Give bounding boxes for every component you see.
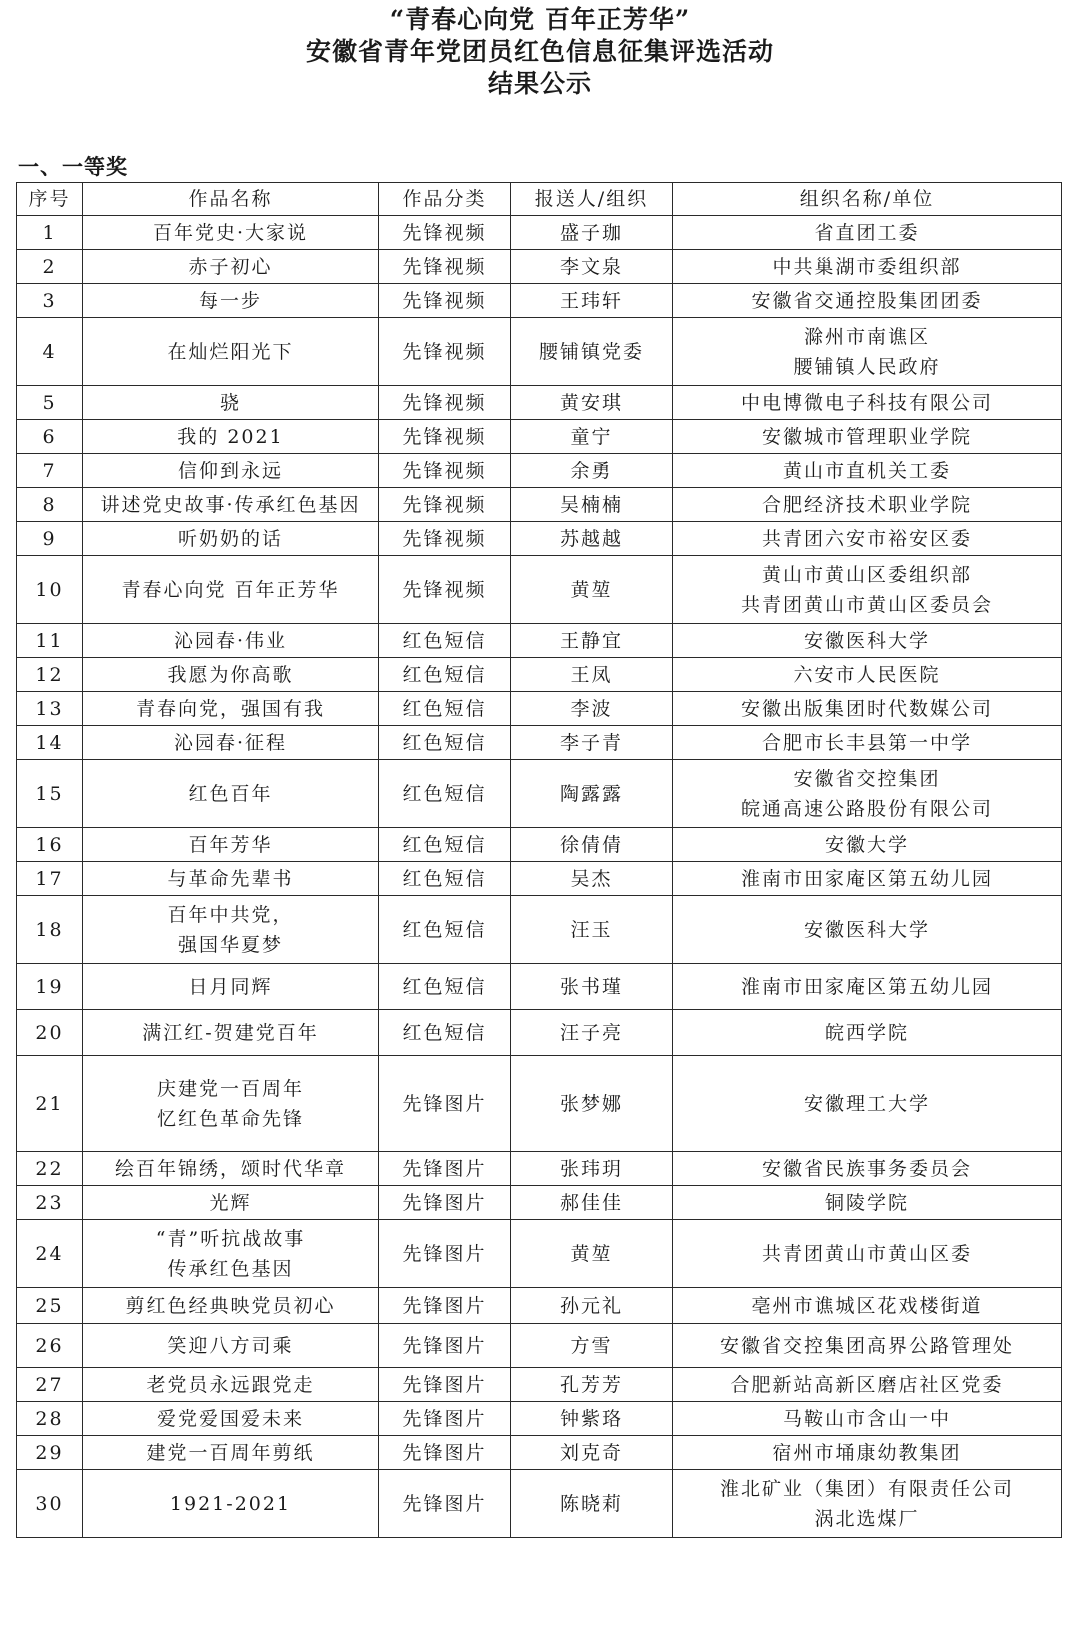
cell-name-line: 笑迎八方司乘 (167, 1334, 294, 1357)
cell-org-line: 合肥市长丰县第一中学 (761, 731, 972, 754)
cell-org-line: 滁州市南谯区 (803, 325, 930, 348)
table-row (17, 454, 1062, 488)
cell-category: 红色短信 (379, 624, 511, 658)
cell-no: 14 (17, 726, 83, 760)
cell-org-line: 黄山市直机关工委 (782, 459, 951, 482)
table-row (17, 624, 1062, 658)
cell-no: 17 (17, 862, 83, 896)
cell-category: 红色短信 (379, 658, 511, 692)
table-row (17, 1220, 1062, 1288)
cell-org-line: 皖通高速公路股份有限公司 (740, 797, 993, 820)
cell-name-line: 讲述党史故事·传承红色基因 (100, 493, 361, 516)
cell-no: 18 (17, 896, 83, 964)
cell-no: 15 (17, 760, 83, 828)
table-row (17, 760, 1062, 828)
cell-name-line: 红色百年 (188, 782, 273, 805)
cell-name-line: 光辉 (209, 1191, 252, 1214)
cell-org (673, 318, 1062, 386)
cell-no: 27 (17, 1368, 83, 1402)
cell-name-line: 爱党爱国爱未来 (156, 1407, 304, 1430)
table-row (17, 284, 1062, 318)
cell-name-line: “青”听抗战故事 (155, 1227, 306, 1250)
cell-name (83, 624, 379, 658)
cell-no: 23 (17, 1186, 83, 1220)
cell-name (83, 284, 379, 318)
cell-org (673, 1056, 1062, 1152)
cell-name (83, 488, 379, 522)
table-row (17, 692, 1062, 726)
cell-org-line: 皖西学院 (824, 1021, 909, 1044)
cell-org (673, 1368, 1062, 1402)
table-row (17, 522, 1062, 556)
cell-name (83, 828, 379, 862)
cell-name-line: 百年党史·大家说 (152, 221, 309, 244)
cell-category: 先锋图片 (379, 1056, 511, 1152)
header-name: 作品名称 (83, 183, 379, 216)
cell-submitter: 盛子珈 (511, 216, 673, 250)
table-row (17, 1010, 1062, 1056)
cell-submitter: 王静宜 (511, 624, 673, 658)
cell-name (83, 1152, 379, 1186)
cell-name-line: 建党一百周年剪纸 (146, 1441, 315, 1464)
cell-org-line: 安徽城市管理职业学院 (761, 425, 972, 448)
cell-submitter: 方雪 (511, 1324, 673, 1368)
table-header-row (17, 183, 1062, 216)
cell-org (673, 964, 1062, 1010)
cell-category: 红色短信 (379, 828, 511, 862)
cell-name (83, 1368, 379, 1402)
cell-org-line: 六安市人民医院 (793, 663, 941, 686)
cell-name-line: 百年中共党， (167, 903, 294, 926)
cell-no: 19 (17, 964, 83, 1010)
cell-no: 3 (17, 284, 83, 318)
cell-name (83, 216, 379, 250)
table-row (17, 658, 1062, 692)
cell-no: 12 (17, 658, 83, 692)
cell-name (83, 420, 379, 454)
cell-org (673, 828, 1062, 862)
table-row (17, 1368, 1062, 1402)
cell-category: 先锋视频 (379, 318, 511, 386)
cell-name-line: 青春心向党 百年正芳华 (121, 578, 340, 601)
table-row (17, 1186, 1062, 1220)
table-row (17, 1470, 1062, 1538)
cell-org (673, 284, 1062, 318)
cell-category: 先锋视频 (379, 284, 511, 318)
table-row (17, 556, 1062, 624)
cell-org-line: 共青团六安市裕安区委 (761, 527, 972, 550)
cell-submitter: 余勇 (511, 454, 673, 488)
cell-no: 16 (17, 828, 83, 862)
cell-no: 8 (17, 488, 83, 522)
cell-name-line: 沁园春·伟业 (173, 629, 288, 652)
cell-no: 10 (17, 556, 83, 624)
table-row (17, 726, 1062, 760)
cell-category: 先锋图片 (379, 1470, 511, 1538)
cell-org (673, 386, 1062, 420)
cell-name-line: 满江红-贺建党百年 (142, 1021, 319, 1044)
cell-submitter: 汪子亮 (511, 1010, 673, 1056)
cell-org-line: 安徽医科大学 (803, 629, 930, 652)
cell-org-line: 淮南市田家庵区第五幼儿园 (740, 975, 993, 998)
cell-name-line: 骁 (219, 391, 241, 414)
cell-submitter: 黄安琪 (511, 386, 673, 420)
cell-name (83, 1402, 379, 1436)
cell-org (673, 692, 1062, 726)
cell-submitter: 徐倩倩 (511, 828, 673, 862)
cell-org-line: 腰铺镇人民政府 (793, 355, 941, 378)
cell-category: 先锋图片 (379, 1220, 511, 1288)
cell-submitter: 李文泉 (511, 250, 673, 284)
cell-name (83, 1324, 379, 1368)
cell-submitter: 李波 (511, 692, 673, 726)
cell-no: 9 (17, 522, 83, 556)
table-body (17, 216, 1062, 1538)
cell-org (673, 522, 1062, 556)
cell-org (673, 1288, 1062, 1324)
cell-org-line: 黄山市黄山区委组织部 (761, 563, 972, 586)
cell-org (673, 862, 1062, 896)
cell-name-line: 强国华夏梦 (177, 933, 283, 956)
cell-name (83, 692, 379, 726)
cell-submitter: 李子青 (511, 726, 673, 760)
cell-no: 1 (17, 216, 83, 250)
cell-name (83, 556, 379, 624)
cell-category: 先锋视频 (379, 454, 511, 488)
table-row (17, 420, 1062, 454)
cell-submitter: 童宁 (511, 420, 673, 454)
title-line-3: 结果公示 (487, 69, 592, 98)
cell-name-line: 百年芳华 (188, 833, 273, 856)
cell-name-line: 青春向党，强国有我 (135, 697, 325, 720)
table-row (17, 964, 1062, 1010)
table-row (17, 1056, 1062, 1152)
cell-name (83, 1186, 379, 1220)
cell-name (83, 760, 379, 828)
table-row (17, 1324, 1062, 1368)
cell-org (673, 658, 1062, 692)
cell-name (83, 1220, 379, 1288)
cell-org (673, 1402, 1062, 1436)
header-no: 序号 (17, 183, 83, 216)
cell-category: 红色短信 (379, 1010, 511, 1056)
table-row (17, 896, 1062, 964)
table-row (17, 216, 1062, 250)
cell-org-line: 安徽医科大学 (803, 918, 930, 941)
table-row (17, 386, 1062, 420)
document-title (0, 4, 1080, 100)
cell-category: 先锋图片 (379, 1288, 511, 1324)
section-heading: 一、一等奖 (18, 154, 128, 179)
cell-category: 红色短信 (379, 964, 511, 1010)
cell-org-line: 宿州市埇康幼教集团 (772, 1441, 962, 1464)
header-submitter: 报送人/组织 (511, 183, 673, 216)
cell-org-line: 合肥新站高新区磨店社区党委 (730, 1373, 1004, 1396)
cell-submitter: 腰铺镇党委 (511, 318, 673, 386)
cell-name (83, 862, 379, 896)
cell-no: 26 (17, 1324, 83, 1368)
cell-org (673, 1186, 1062, 1220)
cell-org (673, 726, 1062, 760)
cell-org (673, 216, 1062, 250)
cell-category: 红色短信 (379, 692, 511, 726)
cell-org (673, 624, 1062, 658)
cell-name-line: 老党员永远跟党走 (146, 1373, 315, 1396)
cell-submitter: 孙元礼 (511, 1288, 673, 1324)
cell-org (673, 1436, 1062, 1470)
cell-org (673, 420, 1062, 454)
cell-name (83, 964, 379, 1010)
cell-org-line: 合肥经济技术职业学院 (761, 493, 972, 516)
awards-table (16, 182, 1062, 1538)
cell-submitter: 黄堃 (511, 556, 673, 624)
cell-org (673, 1470, 1062, 1538)
cell-name (83, 896, 379, 964)
cell-category: 红色短信 (379, 896, 511, 964)
cell-no: 5 (17, 386, 83, 420)
cell-name-line: 赤子初心 (188, 255, 273, 278)
cell-category: 先锋视频 (379, 488, 511, 522)
cell-category: 先锋视频 (379, 556, 511, 624)
cell-name (83, 1010, 379, 1056)
cell-category: 先锋图片 (379, 1436, 511, 1470)
cell-no: 24 (17, 1220, 83, 1288)
cell-submitter: 郝佳佳 (511, 1186, 673, 1220)
cell-name (83, 1056, 379, 1152)
cell-no: 4 (17, 318, 83, 386)
cell-submitter: 张玮玥 (511, 1152, 673, 1186)
cell-org-line: 淮南市田家庵区第五幼儿园 (740, 867, 993, 890)
cell-no: 29 (17, 1436, 83, 1470)
cell-no: 13 (17, 692, 83, 726)
cell-submitter: 汪玉 (511, 896, 673, 964)
cell-name (83, 1436, 379, 1470)
cell-name (83, 726, 379, 760)
cell-name-line: 庆建党一百周年 (156, 1077, 304, 1100)
cell-org-line: 安徽省交控集团 (793, 767, 941, 790)
cell-name-line: 在灿烂阳光下 (167, 340, 294, 363)
cell-name-line: 与革命先辈书 (167, 867, 294, 890)
cell-org-line: 中电博微电子科技有限公司 (740, 391, 993, 414)
header-org: 组织名称/单位 (673, 183, 1062, 216)
cell-org (673, 1220, 1062, 1288)
cell-name (83, 318, 379, 386)
cell-submitter: 吴楠楠 (511, 488, 673, 522)
cell-category: 先锋视频 (379, 420, 511, 454)
cell-submitter: 张梦娜 (511, 1056, 673, 1152)
cell-no: 21 (17, 1056, 83, 1152)
cell-submitter: 苏越越 (511, 522, 673, 556)
cell-org (673, 250, 1062, 284)
cell-category: 红色短信 (379, 862, 511, 896)
table-row (17, 1152, 1062, 1186)
cell-org-line: 涡北选煤厂 (814, 1507, 920, 1530)
cell-category: 红色短信 (379, 726, 511, 760)
cell-org (673, 1324, 1062, 1368)
cell-org-line: 安徽大学 (824, 833, 909, 856)
cell-name (83, 250, 379, 284)
cell-name-line: 1921-2021 (169, 1492, 292, 1515)
cell-org-line: 安徽省交控集团高界公路管理处 (719, 1334, 1014, 1357)
cell-org-line: 中共巢湖市委组织部 (772, 255, 962, 278)
cell-name (83, 1288, 379, 1324)
cell-no: 22 (17, 1152, 83, 1186)
table-row (17, 862, 1062, 896)
cell-submitter: 张书瑾 (511, 964, 673, 1010)
cell-category: 先锋视频 (379, 386, 511, 420)
cell-no: 11 (17, 624, 83, 658)
cell-org-line: 安徽省民族事务委员会 (761, 1157, 972, 1180)
cell-org-line: 亳州市谯城区花戏楼街道 (751, 1294, 983, 1317)
cell-org (673, 488, 1062, 522)
cell-category: 先锋图片 (379, 1368, 511, 1402)
cell-category: 先锋视频 (379, 216, 511, 250)
cell-category: 先锋图片 (379, 1324, 511, 1368)
cell-no: 6 (17, 420, 83, 454)
cell-submitter: 陈晓莉 (511, 1470, 673, 1538)
cell-no: 28 (17, 1402, 83, 1436)
cell-org (673, 454, 1062, 488)
cell-name-line: 沁园春·征程 (173, 731, 288, 754)
cell-submitter: 刘克奇 (511, 1436, 673, 1470)
table-row (17, 1436, 1062, 1470)
table-row (17, 250, 1062, 284)
cell-submitter: 王凤 (511, 658, 673, 692)
cell-org-line: 安徽出版集团时代数媒公司 (740, 697, 993, 720)
cell-category: 先锋图片 (379, 1152, 511, 1186)
cell-name-line: 信仰到永远 (177, 459, 283, 482)
cell-name-line: 我愿为你高歌 (167, 663, 294, 686)
cell-category: 先锋图片 (379, 1186, 511, 1220)
cell-no: 25 (17, 1288, 83, 1324)
cell-org (673, 1010, 1062, 1056)
cell-category: 先锋视频 (379, 522, 511, 556)
cell-org-line: 省直团工委 (814, 221, 920, 244)
cell-submitter: 陶露露 (511, 760, 673, 828)
cell-submitter: 吴杰 (511, 862, 673, 896)
cell-name (83, 658, 379, 692)
cell-name (83, 1470, 379, 1538)
cell-org-line: 安徽省交通控股集团团委 (751, 289, 983, 312)
cell-no: 7 (17, 454, 83, 488)
cell-name-line: 我的 2021 (177, 425, 284, 448)
cell-org (673, 896, 1062, 964)
cell-submitter: 孔芳芳 (511, 1368, 673, 1402)
header-category: 作品分类 (379, 183, 511, 216)
cell-org-line: 安徽理工大学 (803, 1092, 930, 1115)
cell-name (83, 454, 379, 488)
table-row (17, 318, 1062, 386)
cell-org-line: 铜陵学院 (824, 1191, 909, 1214)
cell-name-line: 剪红色经典映党员初心 (125, 1294, 336, 1317)
cell-name-line: 日月同辉 (188, 975, 273, 998)
cell-name-line: 每一步 (198, 289, 262, 312)
cell-org-line: 马鞍山市含山一中 (782, 1407, 951, 1430)
cell-org (673, 760, 1062, 828)
cell-name-line: 忆红色革命先锋 (156, 1107, 304, 1130)
cell-name-line: 传承红色基因 (167, 1257, 294, 1280)
cell-no: 2 (17, 250, 83, 284)
title-line-1: “青春心向党 百年正芳华” (389, 5, 691, 34)
cell-category: 红色短信 (379, 760, 511, 828)
cell-submitter: 王玮轩 (511, 284, 673, 318)
cell-no: 20 (17, 1010, 83, 1056)
cell-no: 30 (17, 1470, 83, 1538)
cell-name (83, 386, 379, 420)
cell-category: 先锋视频 (379, 250, 511, 284)
cell-submitter: 钟紫珞 (511, 1402, 673, 1436)
cell-name-line: 绘百年锦绣，颂时代华章 (114, 1157, 346, 1180)
table-row (17, 1288, 1062, 1324)
title-line-2: 安徽省青年党团员红色信息征集评选活动 (305, 37, 774, 66)
cell-submitter: 黄堃 (511, 1220, 673, 1288)
cell-name-line: 听奶奶的话 (177, 527, 283, 550)
table-row (17, 488, 1062, 522)
table-row (17, 1402, 1062, 1436)
table-row (17, 828, 1062, 862)
cell-org-line: 共青团黄山市黄山区委员会 (740, 593, 993, 616)
cell-org (673, 556, 1062, 624)
cell-org-line: 共青团黄山市黄山区委 (761, 1242, 972, 1265)
cell-org (673, 1152, 1062, 1186)
cell-name (83, 522, 379, 556)
cell-org-line: 淮北矿业（集团）有限责任公司 (719, 1477, 1014, 1500)
cell-category: 先锋图片 (379, 1402, 511, 1436)
